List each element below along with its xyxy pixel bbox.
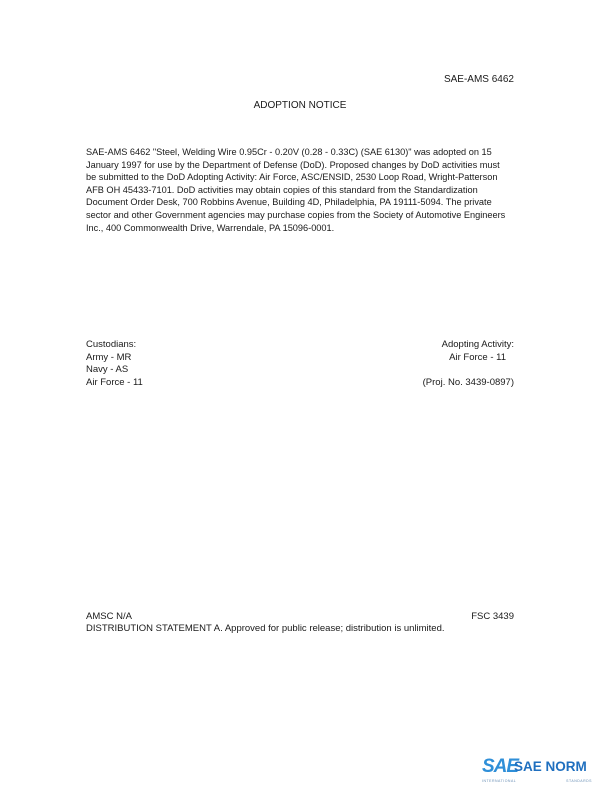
sae-logo-icon: SAE bbox=[482, 756, 519, 777]
adopting-activity-block bbox=[354, 339, 514, 389]
adopting-activity: Air Force - 11 bbox=[449, 351, 506, 363]
fsc-code: FSC 3439 bbox=[471, 611, 514, 622]
amsc-code: AMSC N/A bbox=[86, 611, 132, 622]
adopting-heading: Adopting Activity: bbox=[441, 339, 514, 350]
project-number: (Proj. No. 3439-0897) bbox=[422, 376, 514, 388]
logo-sub-right: STANDARDS bbox=[566, 779, 592, 783]
footer-block bbox=[86, 611, 514, 635]
page-title: ADOPTION NOTICE bbox=[253, 100, 347, 111]
custodian-army: Army - MR bbox=[86, 351, 132, 363]
logo-name: SAE NORM bbox=[514, 759, 587, 774]
custodian-air-force: Air Force - 11 bbox=[86, 376, 143, 388]
sae-norm-logo bbox=[482, 756, 592, 790]
logo-sub-left: INTERNATIONAL bbox=[482, 779, 517, 783]
adoption-paragraph: SAE-AMS 6462 "Steel, Welding Wire 0.95Cr - 0.20V (0.28 - 0.33C) (SAE 6130)" was adopted on 15 January 1997 for use by the Department of Defense (DoD). Proposed changes by DoD activities must be submitted to the DoD Adopting Activity: Air Force, ASC/ENSID, 2530 Loop Road, Wright-Patterson AFB OH 45433-7101. DoD activities may obtain copies of this standard from the Standardization Document Order Desk, 700 Robbins Avenue, Building 4D, Philadelphia, PA 19111-5094. The private sector and other Government agencies may purchase copies from the Society of Automotive Engineers Inc., 400 Commonwealth Drive, Warrendale, PA 15096-0001. bbox=[86, 147, 506, 233]
custodian-navy: Navy - AS bbox=[86, 364, 129, 375]
logo-subtitle bbox=[482, 779, 592, 783]
document-number: SAE-AMS 6462 bbox=[443, 74, 514, 85]
distribution-statement: DISTRIBUTION STATEMENT A. Approved for public release; distribution is unlimited. bbox=[86, 623, 445, 634]
custodians-heading: Custodians: bbox=[86, 339, 137, 350]
custodians-block bbox=[86, 339, 143, 389]
footer-codes-row bbox=[86, 611, 514, 623]
